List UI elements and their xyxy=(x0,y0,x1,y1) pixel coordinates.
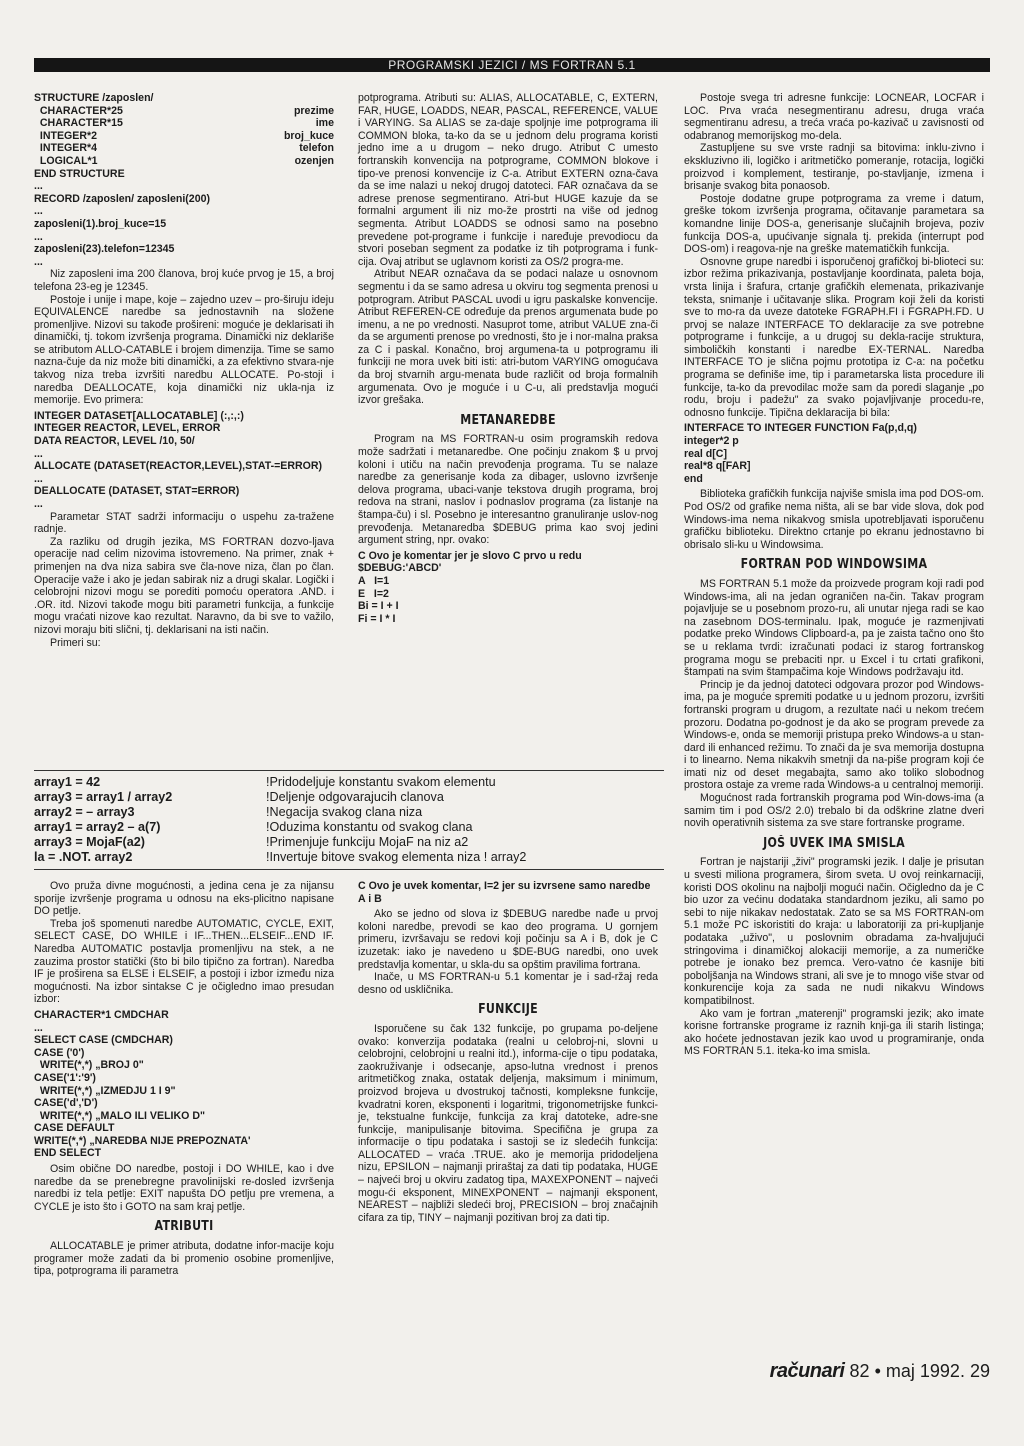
struct-field-name: ime xyxy=(315,117,334,130)
array-statement: array3 = MojaF(a2) xyxy=(34,835,145,849)
column-3 xyxy=(684,92,984,1058)
struct-field: CHARACTER*25 xyxy=(34,104,123,117)
allocate-code: INTEGER DATASET[ALLOCATABLE] (:,:,:) INTEGER REACTOR, LEVEL, ERROR DATA REACTOR, LEVEL /10, 50/ ... ALLOCATE (DATASET(REACTOR,LEVEL),STAT-=ERROR) ... DEALLOCATE (DATASET, STAT=ERROR) ... xyxy=(34,409,323,510)
section-heading-metanaredbe: METANAREDBE xyxy=(460,412,556,428)
array-comment: !Negacija svakog clana niza xyxy=(266,805,423,819)
select-case-code: CHARACTER*1 CMDCHAR ... SELECT CASE (CMDCHAR) CASE ('0') WRITE(*,*) „BROJ 0" CASE('1':'9') WRITE(*,*) „IZMEDJU 1 I 9" CASE('d','D') WRITE(*,*) „MALO ILI VELIKO D" CASE DEFAULT WRITE(*,*) „NAREDBA NIJE PREPOZNATA' END SELECT xyxy=(34,1008,251,1160)
array-example-row xyxy=(34,790,664,805)
struct-field-name xyxy=(244,168,334,181)
struct-field: LOGICAL*1 xyxy=(34,154,98,167)
paragraph: Atribut NEAR označava da se podaci nalaze u osnovnom segmentu i da se samo adresa u okviru tog segmenta prenosi u potprogram. Atribut PASCAL uvodi u igru paskalske konvencije. Atribut REFEREN-CE određuje da prenos argumenata bude po imenu, a ne po vrednosti. Nasuprot tome, atribut VALUE zna-či da se argumenti prenose po vrednosti, što je i nor-malna praksa za C i paskal. Konačno, broj argumena-ta u potprogramu ili funkciji ne mora uvek biti isti: atri-butom VARYING omogućava da broj stvarnih argu-menata bude različit od broja formalnih argumenata. Ovo je moguće i u C-u, ali predstavlja mogući izvor grešaka. xyxy=(358,268,658,407)
array-example-row xyxy=(34,775,664,790)
struct-field: CHARACTER*15 xyxy=(34,117,123,130)
struct-field-name xyxy=(244,92,334,105)
array-statement: array1 = array2 – a(7) xyxy=(34,820,161,834)
paragraph: Osim obične DO naredbe, postoji i DO WHILE, kao i dve naredbe da se prenebregne pravolinijski re-dosled izvršenja naredbi iz tela petlje: EXIT napušta DO petlju pre vremena, a CYCLE je isto što i GOTO na sam kraj petlje. xyxy=(34,1163,334,1213)
array-example-row xyxy=(34,850,664,865)
page-footer xyxy=(700,1360,990,1383)
paragraph: Program na MS FORTRAN-u osim programskih redova može sadržati i metanaredbe. One počinju znakom $ u prvoj koloni i utiču na način prevođenja programa. Tu se nalaze naredbe za generisanje koda za dibager, uslovno izvršenje delova programa, ubaci-vanje tekstova drugih programa, broj redova na strani, naslov i podnaslov programa (za listanje na štampa-ču) i sl. Posebno je interesantno granuliranje uslov-nog prevođenja. Metanaredba $DEBUG prima kao svoj jedini argument string, npr. ovako: xyxy=(358,433,658,547)
paragraph: ALLOCATABLE je primer atributa, dodatne infor-macije koju programer može zadati da bi promenio osobine promenljive, tipa, potprograma ili parametra xyxy=(34,1240,334,1278)
array-statement: array2 = – array3 xyxy=(34,805,135,819)
column-2-lower xyxy=(358,880,658,1224)
array-example-row xyxy=(34,835,664,850)
paragraph: Biblioteka grafičkih funkcija najviše smisla ima pod DOS-om. Pod OS/2 od grafike nema ništa, ali se bar vide slova, dok pod Windows-ima nema nikakvog smisla upotrebljavati isporučenu grafičku biblioteku. Direktno crtanje po ekranu jednostavno bi obrisalo sli-ku u Windowsima. xyxy=(684,488,984,551)
struct-field-name: prezime xyxy=(293,104,334,117)
column-1-lower xyxy=(34,880,334,1278)
struct-field: INTEGER*2 xyxy=(34,129,97,142)
array-comment: !Primenjuje funkciju MojaF na niz a2 xyxy=(266,835,469,849)
comment-code: C Ovo je uvek komentar, I=2 jer su izvrsene samo naredbe A i B xyxy=(358,880,651,905)
section-heading-atributi: ATRIBUTI xyxy=(154,1219,214,1235)
array-comment: !Invertuje bitove svakog elementa niza ! array2 xyxy=(266,850,527,864)
paragraph: Ako se jedno od slova iz $DEBUG naredbe nađe u prvoj koloni naredbe, prevodi se kao deo programa. U gornjem primeru, izvršavaju se redovi koji počinju sa A i B, dok je C izuzetak: iako je navedeno u $DE-BUG naredbi, ono uvek predstavlja komentar, u skla-du sa opštim pravilima fortrana. xyxy=(358,908,658,971)
paragraph: Mogućnost rada fortranskih programa pod Win-dows-ima (a samim tim i pod OS/2 2.0) trebalo bi da odškrine zlatne dveri novih operativnih sistema za sve stare fortranske programe. xyxy=(684,792,984,830)
column-2 xyxy=(358,92,658,625)
paragraph: Postoje i unije i mape, koje – zajedno uzev – pro-širuju ideju EQUIVALENCE naredbe sa jednostavnih na složene promenljive. Nizovi su takođe prošireni: moguće je deklarisati ih dinamički, tj. tokom izvršenja programa. Dinamički niz deklariše se atributom ALLO-CATABLE i brojem dimenzija. Time se samo nazna-čuje da niz može biti dinamički, a za efektivno stvara-nje takvog niza treba izvršiti naredbu ALLOCATE. Po-stoji i naredba DEALLOCATE, koja dinamički niz ukla-nja iz memorije. Evo primera: xyxy=(34,293,334,407)
section-heading-funkcije: FUNKCIJE xyxy=(478,1002,538,1018)
paragraph: Zastupljene su sve vrste radnji sa bitovima: inklu-zivno i ekskluzivno ili, logičko i aritmetičko pomeranje, rotacija, logički proizvod i komplement, testiranje, po-stavljanje, izmena i brisanje svakog bita ponaosob. xyxy=(684,142,984,193)
paragraph: Postoje svega tri adresne funkcije: LOCNEAR, LOCFAR i LOC. Prva vraća nesegmentiranu adresu, druga vraća segmentiranu adresu, a treća vraća po-kazivač u zavisnosti od odabranog memorijskog mo-dela. xyxy=(684,92,984,142)
paragraph: Postoje dodatne grupe potprograma za vreme i datum, greške tokom izvršenja programa, očitavanje parametara sa komandne linije DOS-a, generisanje slučajnih brojeva, poziv funkcija DOS-a, upućivanje signala tj. prekida (interrupt pod DOS-om) i reagova-nje na greške matematičkih funkcija. xyxy=(684,192,984,256)
struct-field-name: telefon xyxy=(299,142,334,155)
array-example-row xyxy=(34,820,664,835)
array-statement: array1 = 42 xyxy=(34,775,101,789)
paragraph: Primeri su: xyxy=(50,636,101,649)
paragraph: Inače, u MS FORTRAN-u 5.1 komentar je i sad-ržaj reda desno od uskličnika. xyxy=(358,971,658,996)
paragraph: MS FORTRAN 5.1 može da proizvede program koji radi pod Windows-ima, ali na jedan ograničen na-čin. Takav program pojavljuje se u posebnom prozo-ru, ali unutar njega radi se kao na zasebnom DOS-terminalu. Ipak, moguće je razmenjivati podatke preko Windows Clipboard-a, pa je zaista tačno ono što se u reklama tvrdi: izračunati podaci iz starog fortranskog programa mogu se prebaciti npr. u Excel i tu crtati grafikoni, štampati na svim štampačima koje Windows podržavaju itd. xyxy=(684,577,984,679)
section-heading-smisla: JOŠ UVEK IMA SMISLA xyxy=(763,835,905,851)
paragraph: Parametar STAT sadrži informaciju o uspehu za-traženе radnje. xyxy=(34,510,334,536)
struct-field-name: ozenjen xyxy=(294,154,334,167)
paragraph: Ako vam je fortran „materenji" programski jezik; ako imate korisne fortranske programe iz raznih knji-ga ili starih listinga; ako hoćete jednostavan jezik kao uvod u programiranje, onda MS FORTRAN 5.1. iteka-ko ima smisla. xyxy=(684,1007,984,1058)
footer-bullet: • xyxy=(874,1361,881,1381)
struct-field: STRUCTURE /zaposlen/ xyxy=(34,92,154,104)
struct-field: END STRUCTURE xyxy=(34,167,125,180)
array-comment: !Oduzima konstantu od svakog clana xyxy=(266,820,473,834)
array-example-row xyxy=(34,805,664,820)
section-heading-windows: FORTRAN POD WINDOWSIMA xyxy=(740,557,928,573)
column-1 xyxy=(34,92,334,649)
paragraph: Princip je da jednoj datoteci odgovara prozor pod Windows-ima, pa je moguće spremiti podatke u u jednom prozoru, izvršiti fortranski program u drugom, a rezultate naći u nekom trećem prozoru. Dodatna po-godnost je da ako se program prevede za Windows-e, onda se memoriji pristupa preko Windows-a u stan-dard ili enhanced režimu. To znači da je sva memorija dostupna i to linearno. Nema nikakvih smetnji da na-piše program koji će imati niz od deset megabajta, samo ako toliko slobodnog prostora ostaje za vreme rada Windows-a u centralnoj memoriji. xyxy=(684,678,984,792)
issue-number: 82 xyxy=(849,1361,870,1381)
paragraph: Treba još spomenuti naredbe AUTOMATIC, CYCLE, EXIT, SELECT CASE, DO WHILE i IF...THEN...ELSEIF...END IF. Naredba AUTOMATIC postavlja promenljivu na stek, a ne zauzima prostor statički (što bi bilo tipično za fortran). Naredba IF je proširena sa ELSE i ELSEIF, a postoji i izbor između niza mogućnosti. Na izbor sintakse C je očigledno imao presudan izbor: xyxy=(34,917,334,1006)
interface-code: INTERFACE TO INTEGER FUNCTION Fa(p,d,q) integer*2 p real d[C] real*8 q[FAR] end xyxy=(684,422,917,485)
array-comment: !Pridodeljuje konstantu svakom elementu xyxy=(266,775,496,789)
array-statement: array3 = array1 / array2 xyxy=(34,790,173,804)
array-examples xyxy=(34,770,664,870)
array-comment: !Deljenje odgovarajucih clanova xyxy=(266,790,444,804)
paragraph: Isporučene su čak 132 funkcije, po grupama po-deljene ovako: konverzija podataka (realni u celobroj-ni, slovni u celobrojni, celobrojni u realni itd.), informa-cije o tipu podataka, zaokruživanje i odsecanje, apso-lutna vrednost i prenos aritmetičkog znaka, ostatak deljenja, maksimum i minimum, proizvod brojeva u dvostrukoj tačnosti, kompleksne funkcije, kvadratni koren, eksponenti i logaritmi, trigonometrijske funkci-je, tekstualne funkcije, funkcija za kraj datoteke, adre-sne funkcije, manipulisanje bitovima. Specifična je grupa za informacije o tipu podataka i sastoji se iz sledećih funkcija: ALLOCATED – vraća .TRUE. ako je memorija pridodeljena nizu, EPSILON – najmanji priraštaj za dati tip podataka, HUGE – najveći broj u okviru zadatog tipa, MAXEXPONENT – najveći mogu-ći eksponent, MINEXPONENT – najmanji eksponent, NEAREST – najbliži sledeći broj, PRECISION – broj značajnih cifara za tip, TINY – najmanji pozitivan broj za dati tip. xyxy=(358,1022,658,1224)
section-header: PROGRAMSKI JEZICI / MS FORTRAN 5.1 xyxy=(34,58,990,72)
paragraph: potprograma. Atributi su: ALIAS, ALLOCATABLE, C, EXTERN, FAR, HUGE, LOADDS, NEAR, PASCAL, REFERENCE, VALUE i VARYING. Sa ALIAS se za-daje spoljnje ime potprograma ili COMMON bloka, ta-ko da se u jednom delu programa koristi jedno ime a u drugom – neko drugo. Atribut C umesto fortranskih konvencija na potprograme, COMMON blokove i tipo-ve prenosi konvencije iz C-a. Atribut EXTERN ozna-čava da se ime nalazi u nekoj drugoj datoteci. FAR označava da se adrese prenose segmentirano. Atri-but HUGE kazuje da se formalni argument ili niz mo-že prostrti na više od jednog segmenta. Atribut LOADDS se odnosi samo na posebno prevedene pot-programe i funkcije i naređuje prevodiocu da stvori poseban segment za podatke iz tih potprograma i funk-cija. Ovaj atribut se uglavnom koristi za OS/2 progra-me. xyxy=(358,92,658,268)
structure-code xyxy=(34,92,334,180)
paragraph: Za razliku od drugih jezika, MS FORTRAN dozvo-ljava operacije nad celim nizovima istovremeno. Na primer, znak + primenjen na dva niza sabira sve čla-nove niza, član po član. Operacije važe i ako je jedan sabirak niz a drugi skalar. Logički i celobrojni nizovi mogu se porediti pomoću operatora .AND. i .OR. itd. Nizovi takođe mogu biti parametri funkcija, a funkcije mogu vraćati nizove kao rezultat. Naravno, da bi sve to važilo, nizovi moraju biti slični, tj. deklarisani na isti način. xyxy=(34,535,334,636)
paragraph: Fortran je najstariji „živi" programski jezik. I dalje je prisutan u svesti miliona programera, širom sveta. U ovoj reinkarnaciji, koristi DOS okolinu na najbolji mogući način. Očigledno da je C bio uzor za većinu dodataka standardnom jeziku, ali samo po sebi to nije nikakav nedostatak. Zato se sa MS FORTRAN-om 5.1 može PC iskoristiti do kraja: u laboratoriji za pri-kupljanje podataka „uživo", u poslovnim obradama za-hvaljujući stringovima i dinamičkoj alokaciji memorije, a za numeričke potrebe je ionako bez premca. Vero-vatno će kasnije biti poboljšanja na Windows strani, ali sve je to mnogo više stvar od konkurencije koja za sada ne nudi nikakvu Windows kompatibilnost. xyxy=(684,856,984,1007)
array-statement: la = .NOT. array2 xyxy=(34,850,133,864)
debug-code: C Ovo je komentar jer je slovo C prvo u redu $DEBUG:'ABCD' A I=1 E I=2 Bi = I + I Fi = I * I xyxy=(358,549,582,625)
paragraph: Niz zaposleni ima 200 članova, broj kuće prvog je 15, a broj telefona 23-eg je 12345. xyxy=(34,268,334,293)
page-number: 29 xyxy=(969,1361,990,1381)
struct-field-name: broj_kuce xyxy=(283,129,334,142)
paragraph: Ovo pruža divne mogućnosti, a jedina cena je za nijansu sporije izvršenje programa u odnosu na eks-plicitno napisane DO petlje. xyxy=(34,880,334,918)
record-code: ... RECORD /zaposlen/ zaposleni(200) ... zaposleni(1).broj_kuce=15 ... zaposleni(23).telefon=12345 ... xyxy=(34,180,211,268)
magazine-logo: računari xyxy=(769,1360,845,1382)
issue-date: maj 1992. xyxy=(885,1361,965,1381)
struct-field: INTEGER*4 xyxy=(34,142,97,155)
paragraph: Osnovne grupe naredbi i isporučenoj grafičkoj bi-blioteci su: izbor režima prikazivanja, postavljanje koordinata, paleta boja, vrsta linija i šrafura, crtanje grafičkih elemenata, prikazivanje teksta, snimanje i učitavanje slika. Program koji želi da koristi sve to mo-ra da uveze datoteke FGRAPH.FI i FGRAPH.FD. U prvoj se nalaze INTERFACE TO deklaracije za sve potrebne potprograme i funkcije, a u drugoj su dekla-racije struktura, simboličkih konstanti i naredbe EX-TERNAL. Naredba INTERFACE TO je slična pojmu prototipa iz C-a: na početku programa se definiše ime, tip i parametarska lista procedure ili funkcije, ta-ko da prevodilac može sam da poredi slaganje „po rodu, broju i padežu" za svako pojavljivanje procedu-re, odnosno funkcije. Tipična deklaracija bi bila: xyxy=(684,255,984,419)
